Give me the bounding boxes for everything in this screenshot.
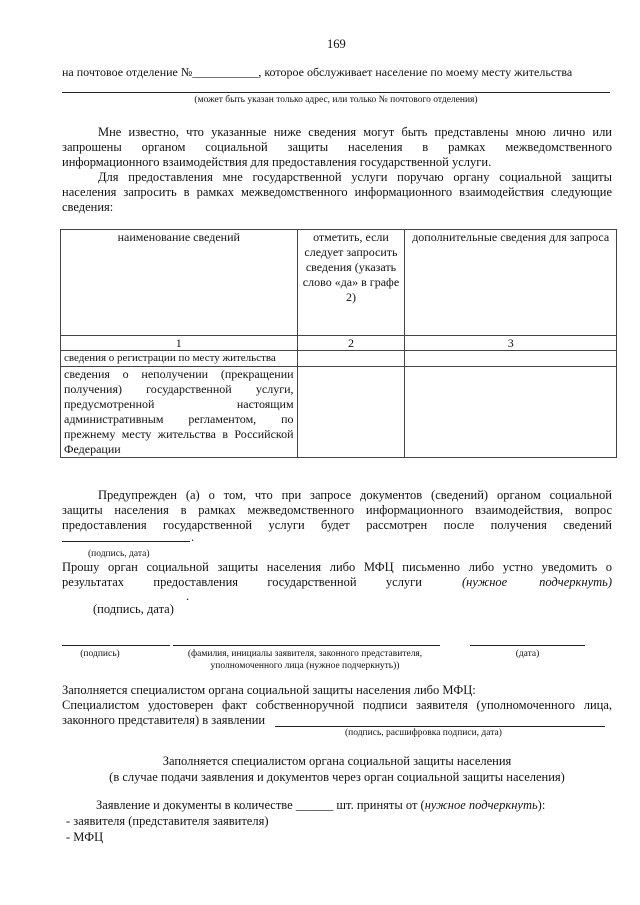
dot: . — [186, 589, 190, 603]
warning-signature-line[interactable] — [62, 541, 190, 542]
signature-line[interactable] — [62, 645, 170, 646]
social-title: Заполняется специалистом органа социальной защиты населения — [162, 754, 512, 768]
specialist-title: Заполняется специалистом органа социальной защиты населения либо МФЦ: — [62, 683, 476, 697]
name-caption: уполномоченного лица (нужное подчеркнуть)) — [210, 661, 400, 671]
warning-signature-caption: (подпись, дата) — [88, 549, 150, 559]
specialist-line: Специалистом удостоверен факт собственноручной подписи заявителя (уполномоченного лица, — [62, 698, 612, 712]
dot: . — [191, 530, 195, 544]
header-mark: отметить, если следует запросить сведения (указать слово «да» в графе 2) — [297, 230, 405, 336]
social-subtitle: (в случае подачи заявления и документов через орган социальной защиты населения) — [109, 770, 565, 784]
notify-signature-caption: (подпись, дата) — [93, 602, 174, 616]
column-number: 2 — [297, 336, 405, 351]
header-name: наименование сведений — [61, 230, 298, 336]
warning-line: предоставления государственной услуги будет рассмотрен после получения сведений — [62, 518, 612, 532]
signature-caption: (подпись) — [80, 649, 120, 659]
warning-line: Предупрежден (а) о том, что при запросе документов (сведений) органом социальной — [98, 488, 612, 502]
specialist-line: законного представителя) в заявлении — [62, 713, 266, 727]
table-row — [61, 351, 617, 367]
name-caption: (фамилия, инициалы заявителя, законного представителя, — [187, 649, 423, 659]
row-extra-cell[interactable] — [405, 351, 617, 367]
row-mark-cell[interactable] — [297, 367, 405, 458]
underline-hint: (нужное подчеркнуть) — [462, 575, 612, 589]
postal-office-line: на почтовое отделение №___________, которое обслуживает население по моему месту жительства — [62, 65, 573, 79]
column-number: 1 — [61, 336, 298, 351]
page-number: 169 — [327, 37, 346, 51]
address-caption: (может быть указан только адрес, или только № почтового отделения) — [194, 95, 478, 105]
info-request-table — [60, 229, 617, 458]
specialist-caption: (подпись, расшифровка подписи, дата) — [345, 728, 502, 738]
table-row — [61, 367, 617, 458]
address-rule — [62, 92, 610, 93]
table-header-row — [61, 230, 617, 336]
header-extra: дополнительные сведения для запроса — [405, 230, 617, 336]
option-mfc[interactable]: - МФЦ — [66, 830, 104, 844]
notify-line2: результатах предоставления государственной услуги (нужное подчеркнуть) — [62, 575, 612, 589]
para1-line: информационного взаимодействия для предоставления государственной услуги. — [62, 155, 492, 169]
warning-line: защиты населения в рамках межведомственного информационного взаимодействия, вопрос — [62, 503, 612, 517]
option-applicant[interactable]: - заявителя (представителя заявителя) — [66, 814, 269, 828]
para2-line: населения запросить в рамках межведомственного информационного взаимодействия следующие — [62, 185, 612, 199]
row-name: сведения о неполучении (прекращении получения) государственной услуги, предусмотренной настоящим административным регламентом, по прежнему месту жительства в Российской Федерации — [61, 367, 298, 458]
name-line[interactable] — [173, 645, 440, 646]
para2-line: сведения: — [62, 200, 114, 214]
para1-line: запрошены органом социальной защиты населения в рамках межведомственного — [62, 140, 612, 154]
date-caption: (дата) — [515, 649, 540, 659]
date-line[interactable] — [470, 645, 585, 646]
row-mark-cell[interactable] — [297, 351, 405, 367]
row-name: сведения о регистрации по месту жительства — [61, 351, 298, 367]
para1-line: Мне известно, что указанные ниже сведения могут быть представлены мною лично или — [98, 125, 612, 139]
table-number-row — [61, 336, 617, 351]
documents-accepted-line: Заявление и документы в количестве ______ шт. приняты от (нужное подчеркнуть): — [96, 798, 546, 812]
row-extra-cell[interactable] — [405, 367, 617, 458]
underline-hint: нужное подчеркнуть — [424, 798, 538, 812]
column-number: 3 — [405, 336, 617, 351]
para2-line: Для предоставления мне государственной услуги поручаю органу социальной защиты — [98, 170, 612, 184]
notify-line: Прошу орган социальной защиты населения либо МФЦ письменно либо устно уведомить о — [62, 560, 612, 574]
